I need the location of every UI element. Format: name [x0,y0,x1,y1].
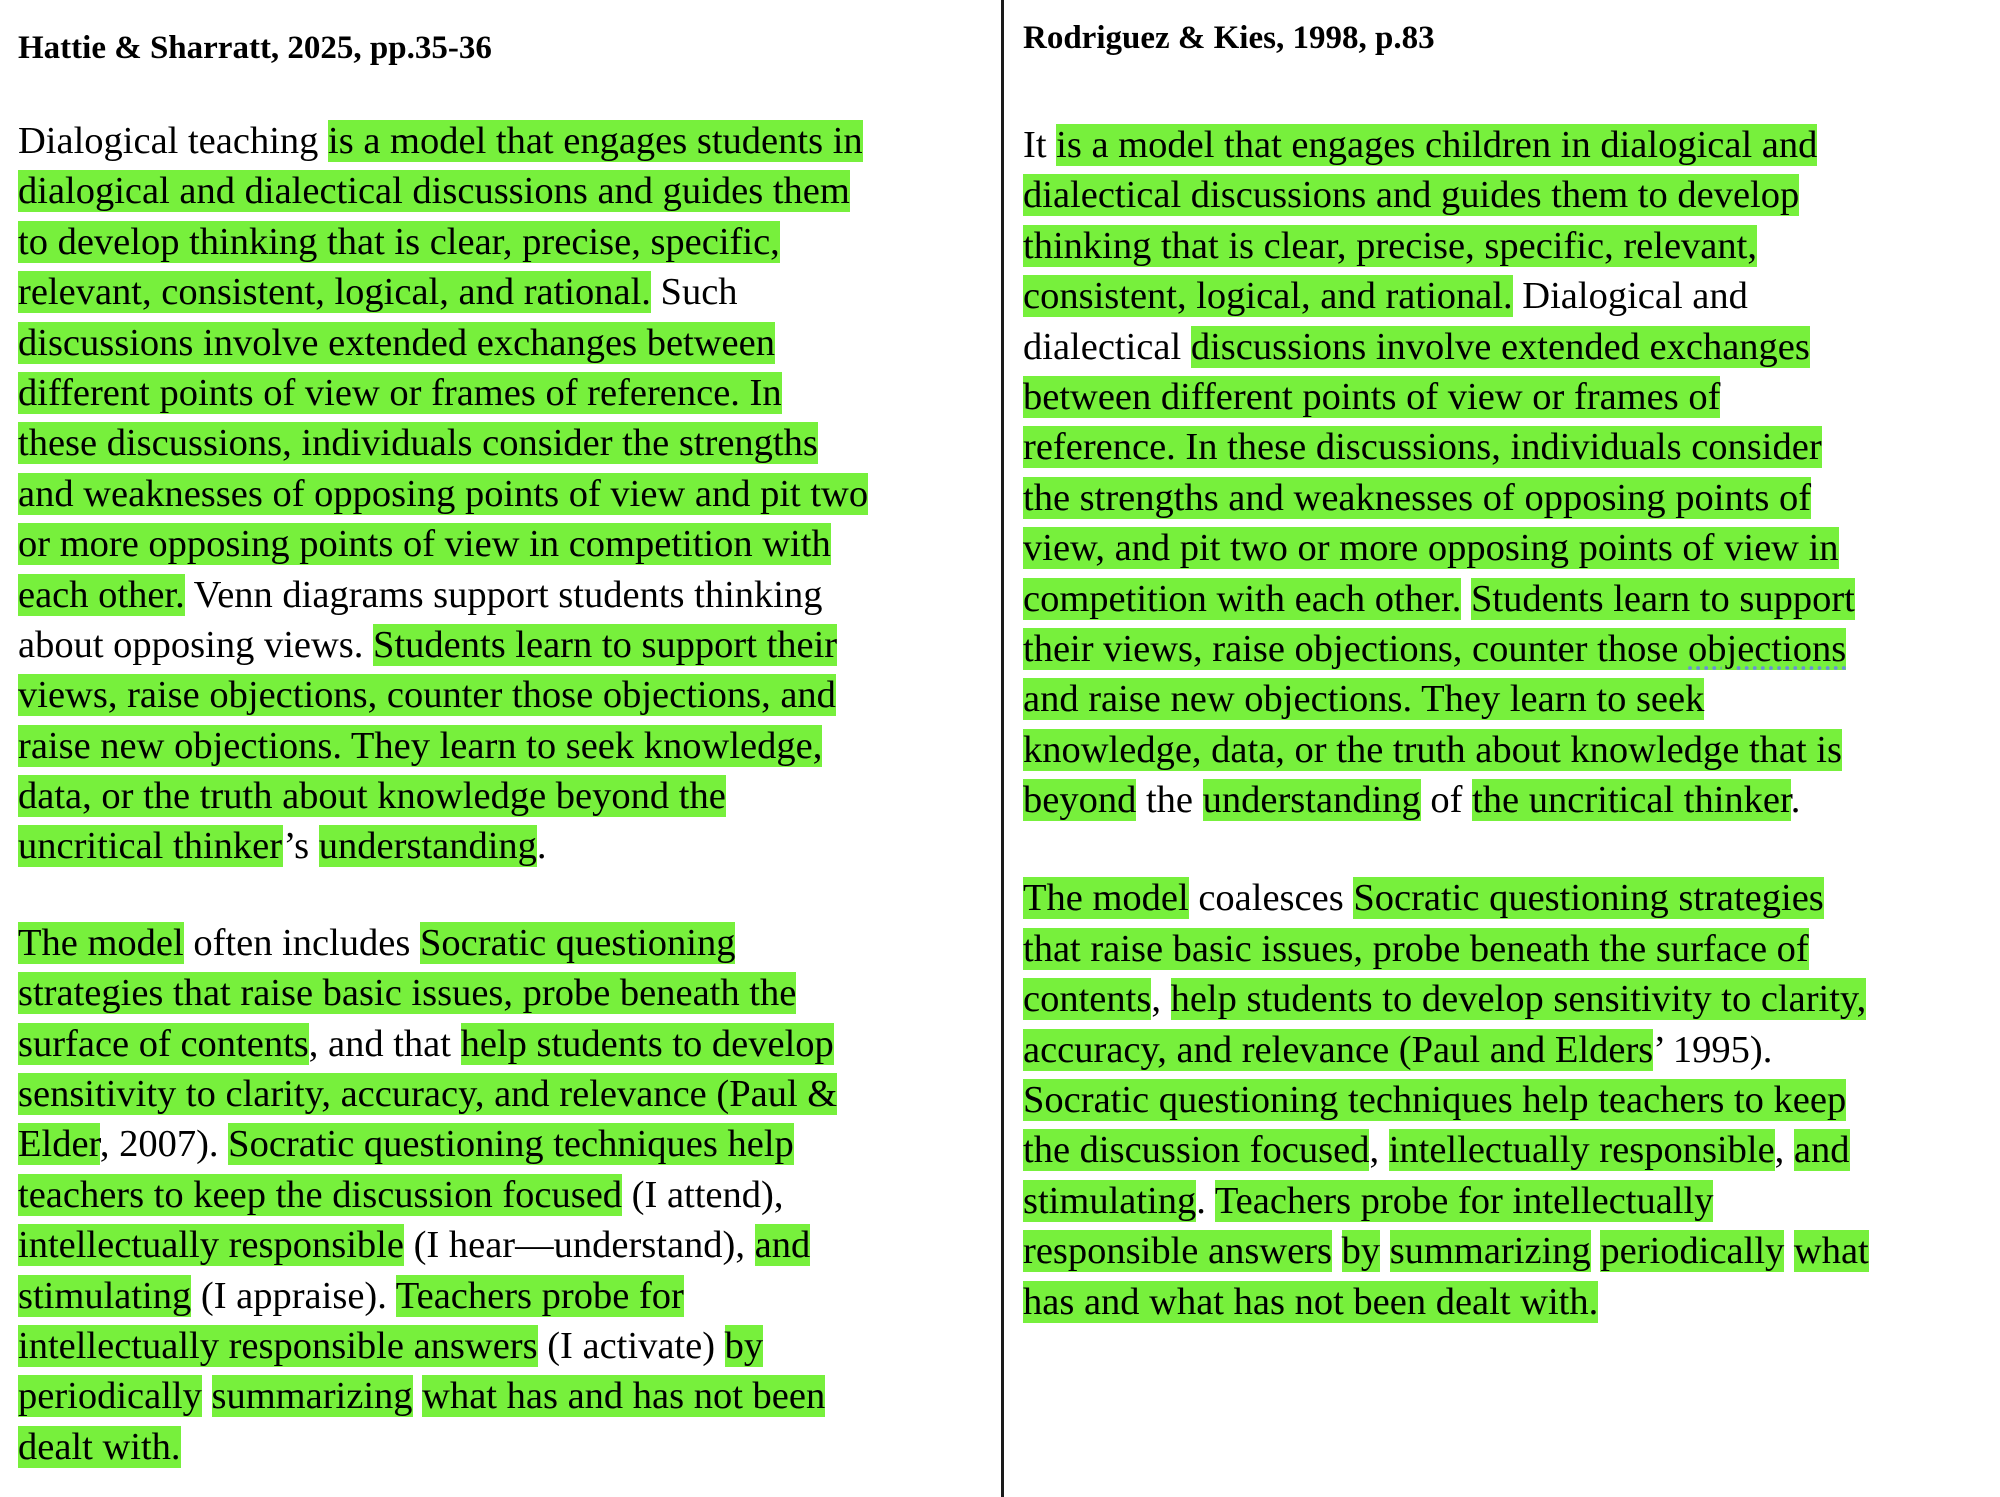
text-line [1023,924,1989,974]
text-line [1023,523,1989,573]
unhighlighted-text: , [1369,1129,1389,1172]
unhighlighted-text: , [1151,978,1171,1021]
right-paragraph-2 [1023,873,1989,1327]
highlighted-text: help students to develop sensitivity to clarity, [1170,978,1867,1021]
highlighted-text: has and what has not been dealt with. [1023,1280,1599,1323]
highlighted-text: periodically [1600,1230,1785,1273]
text-line [1023,1176,1989,1226]
highlighted-text: summarizing [1389,1230,1591,1273]
unhighlighted-text: of [1420,779,1473,822]
unhighlighted-text: (I activate) [537,1324,725,1367]
highlighted-text: Teachers probe for [395,1274,684,1317]
left-citation-heading: Hattie & Sharratt, 2025, pp.35-36 [18,30,492,66]
unhighlighted-text: . [1196,1179,1215,1222]
highlighted-text: raise new objections. They learn to seek knowledge, [18,724,823,767]
text-line [1023,873,1989,923]
text-line [1023,1025,1989,1075]
text-line [18,1069,988,1119]
highlighted-text: by [1341,1230,1381,1273]
highlighted-text: contents [1023,978,1152,1021]
unhighlighted-text [1591,1230,1601,1272]
unhighlighted-text: , [1774,1129,1794,1172]
text-line [1023,674,1989,724]
unhighlighted-text: Dialogical and [1512,275,1748,318]
text-line [18,771,988,821]
text-line [18,318,988,368]
highlighted-text: the discussion focused [1023,1129,1370,1172]
text-line [1023,322,1989,372]
text-line [1023,221,1989,271]
unhighlighted-text: (I appraise). [191,1274,396,1317]
highlighted-text: Students learn to support [1470,577,1855,620]
highlighted-text: The model [1023,877,1189,920]
highlighted-text: stimulating [1023,1179,1197,1222]
highlighted-text: uncritical thinker [18,825,284,868]
text-line [18,918,988,968]
unhighlighted-text: , and that [308,1022,461,1065]
text-line [18,1019,988,1069]
highlighted-text: consistent, logical, and rational. [1023,275,1513,318]
highlighted-text: Socratic questioning techniques help [228,1123,794,1166]
right-column [1023,0,1989,1327]
unhighlighted-text: It [1023,124,1057,166]
highlighted-text: relevant, consistent, logical, and rational. [18,271,651,314]
highlighted-text: knowledge, data, or the truth about knowledge that is [1023,728,1842,771]
highlighted-text: stimulating [18,1274,192,1317]
highlighted-text: and raise new objections. They learn to seek [1023,678,1705,721]
highlighted-text: each other. [18,573,185,616]
highlighted-text: dialogical and dialectical discussions and guides them [18,170,850,213]
text-line [1023,1277,1989,1327]
text-line [18,217,988,267]
highlighted-text: intellectually responsible [1388,1129,1775,1172]
unhighlighted-text [1332,1230,1342,1272]
highlighted-text: Socratic questioning techniques help teachers to keep [1023,1079,1847,1122]
left-column [18,0,988,1472]
highlighted-text: to develop thinking that is clear, precise, specific, [18,220,780,263]
text-line [1023,974,1989,1024]
highlighted-text: objections [1688,627,1847,670]
text-line [1023,574,1989,624]
highlighted-text: Socratic questioning [420,921,736,964]
highlighted-text: dealt with. [18,1425,181,1468]
highlighted-text: Teachers probe for intellectually [1214,1179,1714,1222]
highlighted-text: by [724,1324,764,1367]
highlighted-text: views, raise objections, counter those objections, and [18,674,836,717]
highlighted-text: what [1793,1230,1869,1273]
unhighlighted-text: . [1790,779,1801,822]
text-line [1023,624,1989,674]
unhighlighted-text: dialectical [1023,325,1191,368]
highlighted-text: and weaknesses of opposing points of view and pit two [18,472,869,515]
text-line [18,1119,988,1169]
unhighlighted-text: (I hear—understand), [403,1224,755,1267]
highlighted-text: understanding [1202,779,1421,822]
text-line [1023,170,1989,220]
text-line [18,821,988,871]
unhighlighted-text [1461,578,1471,620]
highlighted-text: thinking that is clear, precise, specific, relevant, [1023,224,1757,267]
text-line [18,1422,988,1472]
text-line [18,469,988,519]
unhighlighted-text [413,1375,423,1417]
highlighted-text: dialectical discussions and guides them to develop [1023,174,1800,217]
highlighted-text: help students to develop [460,1022,834,1065]
text-line [1023,1226,1989,1276]
highlighted-text: what has and has not been [422,1375,826,1418]
text-line [18,368,988,418]
unhighlighted-text: the [1136,779,1203,822]
text-line [1023,271,1989,321]
unhighlighted-text: often includes [183,921,421,964]
text-line [18,519,988,569]
highlighted-text: Elder [18,1123,100,1166]
highlighted-text: that raise basic issues, probe beneath the surface of [1023,927,1809,970]
text-line [18,620,988,670]
highlighted-text: intellectually responsible [18,1224,404,1267]
highlighted-text: these discussions, individuals consider the strengths [18,422,818,465]
unhighlighted-text: Such [650,271,738,314]
highlighted-text: beyond [1023,779,1137,822]
text-line [18,1220,988,1270]
unhighlighted-text: about opposing views. [18,623,374,666]
unhighlighted-text: ’s [283,825,319,868]
highlighted-text: strategies that raise basic issues, probe beneath the [18,972,797,1015]
unhighlighted-text: Dialogical teaching [18,120,329,162]
highlighted-text: and [754,1224,811,1267]
text-line [18,166,988,216]
text-line [18,968,988,1018]
highlighted-text: teachers to keep the discussion focused [18,1173,623,1216]
text-line [18,570,988,620]
unhighlighted-text [202,1375,212,1417]
text-line [18,1170,988,1220]
unhighlighted-text: , 2007). [99,1123,229,1166]
highlighted-text: between different points of view or frames of [1023,375,1721,418]
text-line [1023,1075,1989,1125]
text-line [18,670,988,720]
highlighted-text: periodically [18,1375,202,1418]
highlighted-text: data, or the truth about knowledge beyond the [18,775,726,818]
text-line [1023,775,1989,825]
highlighted-text: competition with each other. [1023,577,1462,620]
unhighlighted-text [1380,1230,1390,1272]
unhighlighted-text [1784,1230,1794,1272]
text-line [1023,473,1989,523]
unhighlighted-text: Venn diagrams support students thinking [184,573,823,616]
highlighted-text: the strengths and weaknesses of opposing points of [1023,476,1812,519]
text-line [1023,725,1989,775]
text-line [18,721,988,771]
unhighlighted-text: ’ 1995). [1653,1028,1773,1071]
column-divider [1001,0,1004,1497]
highlighted-text: summarizing [211,1375,413,1418]
highlighted-text: responsible answers [1023,1230,1332,1273]
highlighted-text: and [1793,1129,1850,1172]
highlighted-text: view, and pit two or more opposing points of view in [1023,527,1839,570]
text-line [1023,372,1989,422]
highlighted-text: The model [18,921,184,964]
highlighted-text: intellectually responsible answers [18,1324,538,1367]
highlighted-text: sensitivity to clarity, accuracy, and relevance (Paul & [18,1073,838,1116]
highlighted-text: discussions involve extended exchanges between [18,321,775,364]
highlighted-text: Socratic questioning strategies [1353,877,1824,920]
highlighted-text: reference. In these discussions, individuals consider [1023,426,1822,469]
left-paragraph-1 [18,116,988,872]
unhighlighted-text: coalesces [1188,877,1354,920]
highlighted-text: understanding [318,825,537,868]
highlighted-text: accuracy, and relevance (Paul and Elders [1023,1028,1654,1071]
highlighted-text: their views, raise objections, counter those [1023,627,1689,670]
highlighted-text: different points of view or frames of reference. In [18,371,782,414]
highlighted-text: or more opposing points of view in competition with [18,523,831,566]
text-line [18,1321,988,1371]
highlighted-text: the uncritical thinker [1472,779,1791,822]
highlighted-text: discussions involve extended exchanges [1190,325,1810,368]
highlighted-text: is a model that engages students in [328,120,863,162]
text-line [1023,422,1989,472]
highlighted-text: Students learn to support their [373,623,838,666]
highlighted-text: surface of contents [18,1022,309,1065]
text-line [1023,120,1989,170]
text-line [1023,1125,1989,1175]
text-line [18,267,988,317]
text-line [18,418,988,468]
text-line [18,1271,988,1321]
unhighlighted-text: (I attend), [622,1173,784,1216]
right-paragraph-1 [1023,120,1989,825]
text-line [18,116,988,166]
unhighlighted-text: . [536,825,547,868]
highlighted-text: is a model that engages children in dialogical and [1056,124,1818,166]
text-line [18,1371,988,1421]
right-citation-heading: Rodriguez & Kies, 1998, p.83 [1023,20,1435,56]
left-paragraph-2 [18,918,988,1472]
